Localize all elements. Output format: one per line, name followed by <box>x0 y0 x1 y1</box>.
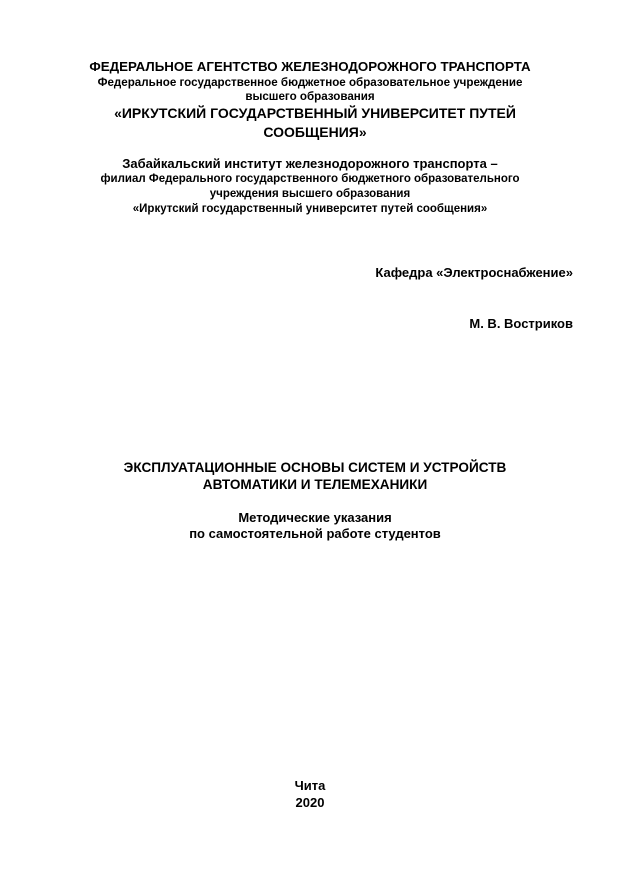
publication-city: Чита <box>294 778 326 793</box>
university-name <box>80 104 550 142</box>
department-name: Кафедра «Электроснабжение» <box>375 265 573 280</box>
document-subtitle-line-1: Методические указания <box>238 510 392 525</box>
branch-line-1: филиал Федерального государственного бюджетного образовательного <box>100 173 520 185</box>
document-title <box>60 459 570 493</box>
university-name-line-1: «ИРКУТСКИЙ ГОСУДАРСТВЕННЫЙ УНИВЕРСИТЕТ ПУТЕЙ <box>114 105 516 121</box>
document-subtitle-line-2: по самостоятельной работе студентов <box>189 526 441 541</box>
branch-line-2: учреждения высшего образования <box>209 188 411 200</box>
publication-year: 2020 <box>295 795 325 810</box>
university-name-line-2: СООБЩЕНИЯ» <box>263 124 367 140</box>
agency-heading <box>0 59 620 75</box>
branch-line-3: «Иркутский государственный университет путей сообщения» <box>132 203 488 215</box>
branch-description <box>50 172 570 217</box>
document-title-line-1: ЭКСПЛУАТАЦИОННЫЕ ОСНОВЫ СИСТЕМ И УСТРОЙСТВ <box>123 460 507 475</box>
institute-name <box>0 155 620 172</box>
document-title-line-2: АВТОМАТИКИ И ТЕЛЕМЕХАНИКИ <box>202 477 428 492</box>
document-subtitle <box>60 510 570 542</box>
institution-type-line-2: высшего образования <box>245 90 375 103</box>
institute-name-line: Забайкальский институт железнодорожного транспорта – <box>122 156 498 171</box>
institution-type <box>60 76 560 104</box>
agency-name: ФЕДЕРАЛЬНОЕ АГЕНТСТВО ЖЕЛЕЗНОДОРОЖНОГО ТРАНСПОРТА <box>89 59 531 74</box>
author-name: М. В. Востриков <box>469 316 573 331</box>
institution-type-line-1: Федеральное государственное бюджетное образовательное учреждение <box>97 76 523 89</box>
publication-info <box>0 777 620 811</box>
